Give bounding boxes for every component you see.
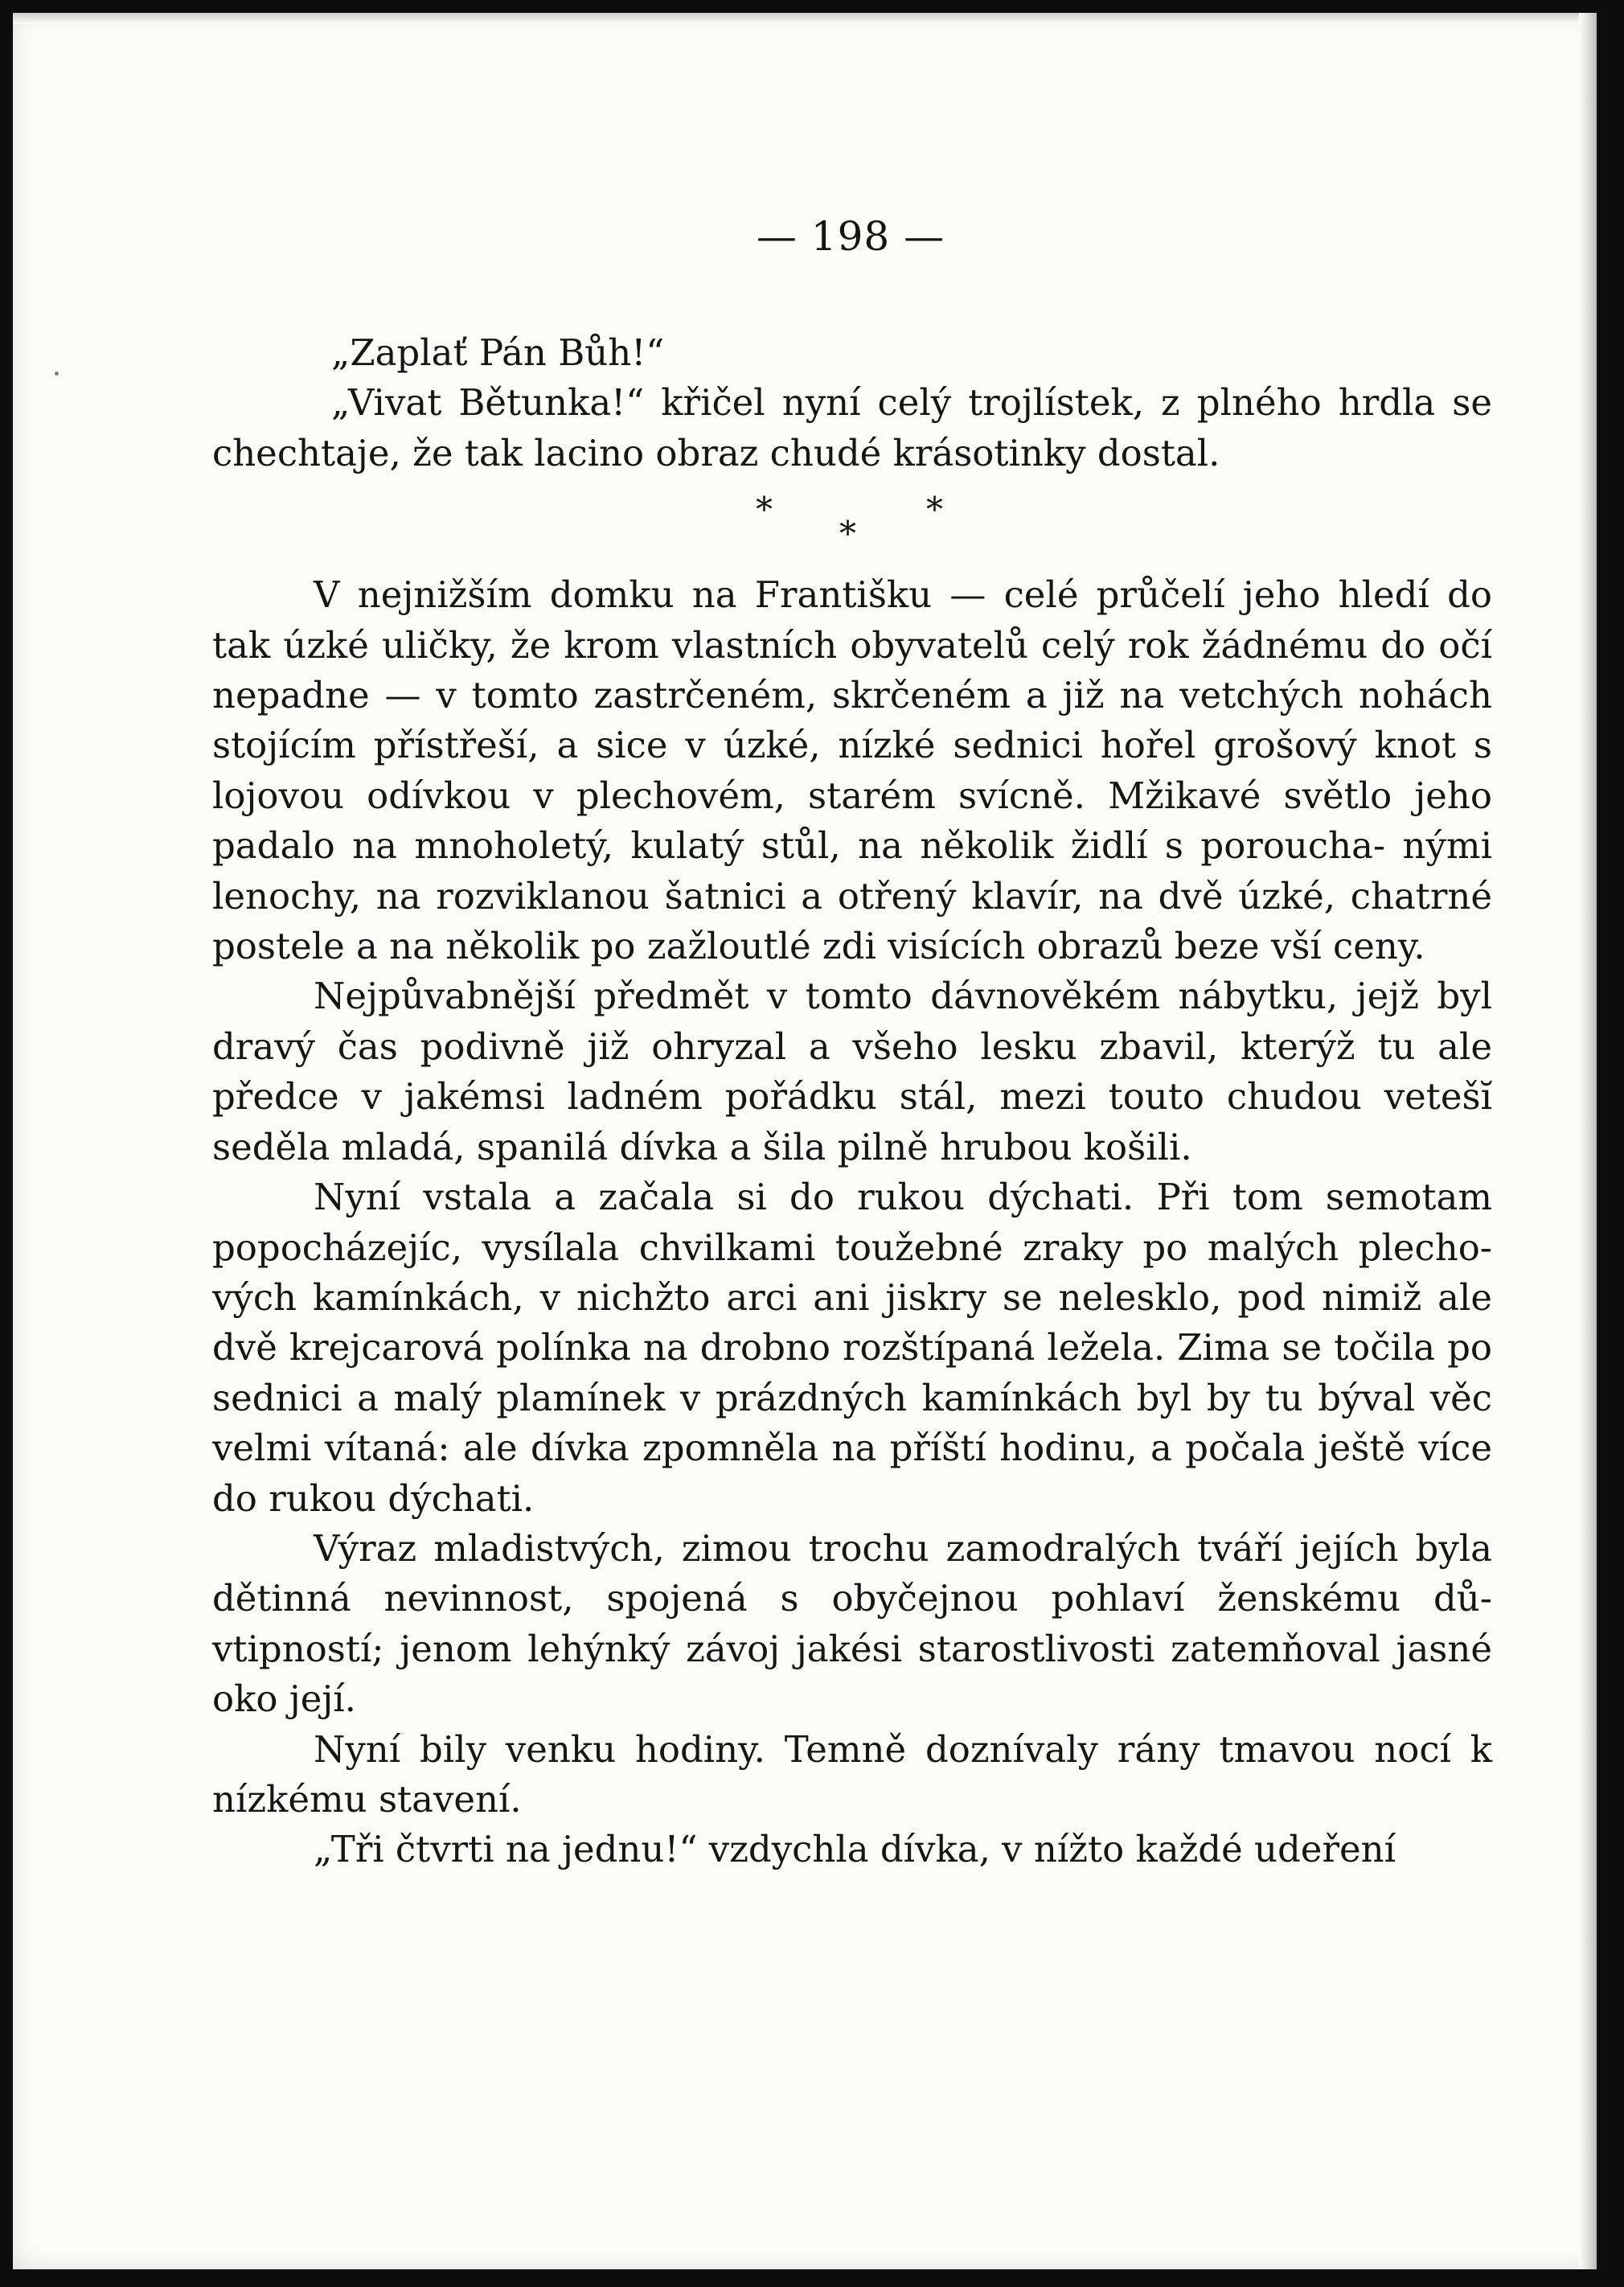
paragraph-7: Nyní bily venku hodiny. Temně doznívaly rány tmavou nocí k nízkému stavení. [212, 1727, 1492, 1821]
book-page [13, 13, 1597, 2269]
separator-asterisk-3: * [926, 490, 943, 530]
paragraph-3: V nejnižším domku na Františku — celé průčelí jeho hledí do tak úzké uličky, že krom vlastních obyvatelů celý rok žádnému do očí nepadne — v tomto zastrčeném, skrčeném a již na vetchých nohách stojícím přístřeší, a sice v úzké, nízké sednici hořel grošový knot s lojovou odívkou v plechovém, starém svícně. Mžikavé světlo jeho padalo na mnoholetý, kulatý stůl, na několik židlí s poroucha- nými lenochy, na rozviklanou šatnici a otřený klavír, na dvě úzké, chatrné postele a na několik po zažloutlé zdi visících obrazů beze vší ceny. [212, 573, 1492, 968]
paragraph-4: Nejpůvabnější předmět v tomto dávnověkém nábytku, jejž byl dravý čas podivně již ohryzal a všeho lesku zbavil, kterýž tu ale předce v jakémsi ladném pořádku stál, mezi touto chudou vetešĭ seděla mladá, spanilá dívka a šila pilně hrubou košili. [212, 975, 1492, 1168]
section-separator [212, 478, 1492, 570]
paragraph-8: „Tři čtvrti na jednu!“ vzdychla dívka, v nížto každé udeření [314, 1828, 1396, 1871]
separator-asterisk-2: * [839, 514, 856, 554]
paragraph-2: „Vivat Bětunka!“ křičel nyní celý trojlístek, z plného hrdla se chechtaje, že tak lacino obraz chudé krásotinky dostal. [212, 381, 1492, 474]
page-smudge [55, 372, 59, 376]
page-number: — 198 — [756, 213, 945, 260]
paragraph-5: Nyní vstala a začala si do rukou dýchati. Při tom semotam popocházejíc, vysílala chvilkami toužebné zraky po malých plecho- vých kamínkách, v nichžto arci ani jiskry se nelesklo, pod nimiž ale dvě krejcarová polínka na drobno rozštípaná ležela. Zima se točila po sednici a malý plamínek v prázdných kamínkách byl by tu býval věc velmi vítaná: ale dívka zpomněla na příští hodinu, a počala ještě více do rukou dýchati. [212, 1176, 1492, 1520]
paragraph-1: „Zaplať Pán Bůh!“ [331, 331, 665, 374]
main-text [212, 328, 1492, 1875]
page-right-edge [1579, 13, 1597, 2269]
paragraph-6: Výraz mladistvých, zimou trochu zamodralých tváří jejích byla dětinná nevinnost, spojená s obyčejnou pohlaví ženskému dů- vtipností; jenom lehýnký závoj jakési starostlivosti zatemňoval jasné oko její. [212, 1526, 1492, 1721]
page-top-edge [13, 13, 1597, 24]
separator-asterisk-1: * [756, 490, 773, 530]
